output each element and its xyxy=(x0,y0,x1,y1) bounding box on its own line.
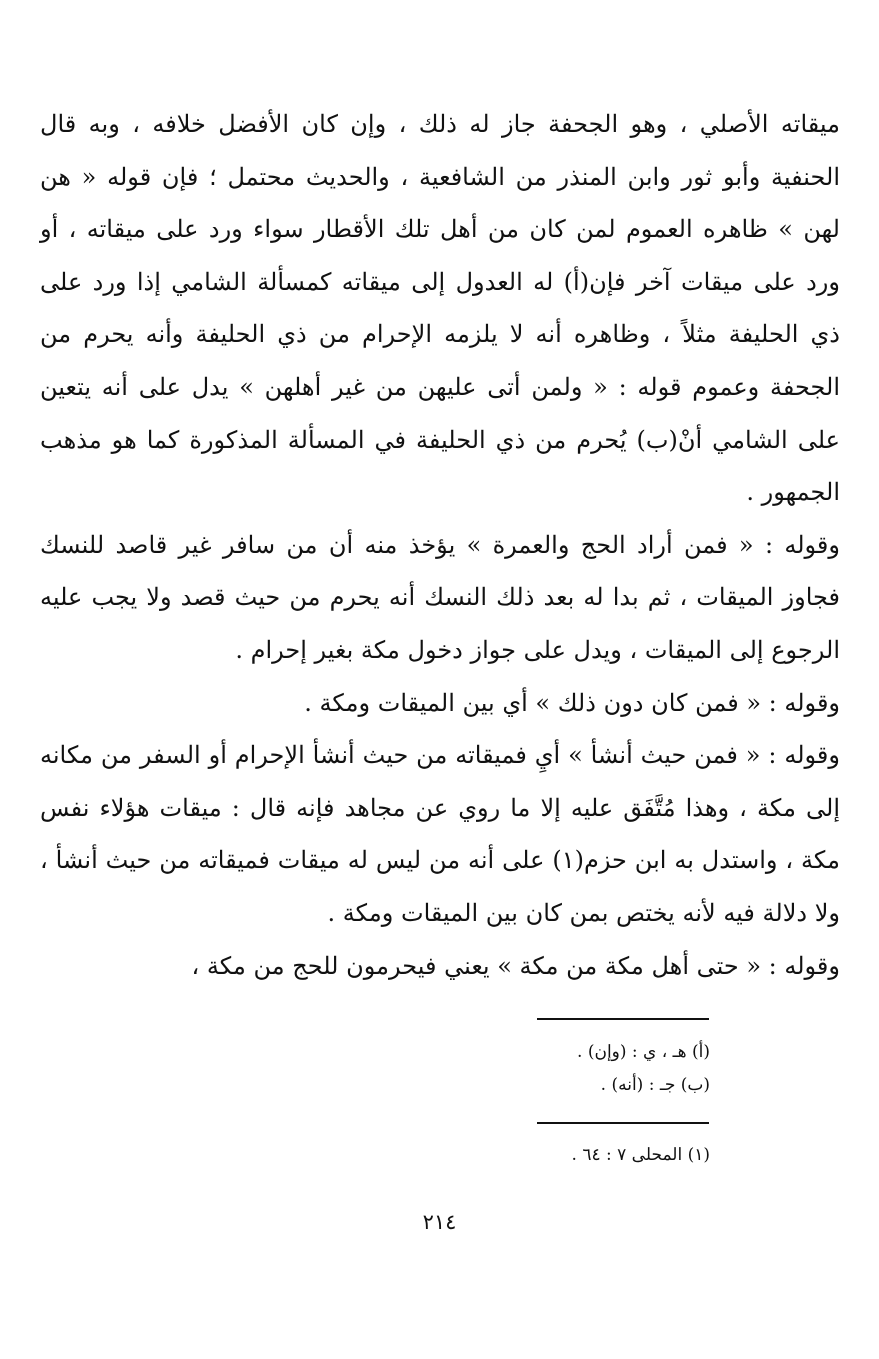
paragraph-haythu-ansha: وقوله : « فمن حيث أنشأ » أيِ فميقاته من حيث أنشأ الإحرام أو السفر من مكانه إلى مكة ، وهذا مُتَّفَق عليه إلا ما روي عن مجاهد فإنه قال : ميقات هؤلاء نفس مكة ، واستدل به ابن حزم(١) على أنه من ليس له ميقات فميقاته من حيث أنشأ ، ولا دلالة فيه لأنه يختص بمن كان بين الميقات ومكة . xyxy=(40,741,841,927)
footnote-divider-references xyxy=(537,1122,709,1124)
footnote-divider-variants xyxy=(537,1018,709,1020)
variant-note-b: (ب) جـ : (أنه) . xyxy=(600,1075,710,1095)
variant-note-a: (أ) هـ ، ي : (وإن) . xyxy=(577,1042,710,1062)
paragraph-ahl-makkah: وقوله : « حتى أهل مكة من مكة » يعني فيحرمون للحج من مكة ، xyxy=(191,951,840,980)
paragraph-hajj-umrah: وقوله : « فمن أراد الحج والعمرة » يؤخذ منه أن من سافر غير قاصد للنسك فجاوز الميقات ، ثم بدا له بعد ذلك النسك أنه يحرم من حيث قصد ولا يجب عليه الرجوع إلى الميقات ، ويدل على جواز دخول مكة بغير إحرام . xyxy=(40,530,840,664)
variant-notes xyxy=(300,1036,710,1102)
paragraph-mawaqit-commentary: ميقاته الأصلي ، وهو الجحفة جاز له ذلك ، وإن كان الأفضل خلافه ، وبه قال الحنفية وأبو ثور وابن المنذر من الشافعية ، والحديث محتمل ؛ فإن قوله « هن لهن » ظاهره العموم لمن كان من أهل تلك الأقطار سواء ورد على ميقاته ، أو ورد على ميقات آخر فإن(أ) له العدول إلى ميقاته كمسألة الشامي إذا ورد على ذي الحليفة مثلاً ، وظاهره أنه لا يلزمه الإحرام من ذي الحليفة وأنه يحرم من الجحفة وعموم قوله : « ولمن أتى عليهن من غير أهلهن » يدل على أنه يتعين على الشامي أنْ(ب) يُحرم من ذي الحليفة في المسألة المذكورة كما هو مذهب الجمهور . xyxy=(40,110,840,507)
page-number: ٢١٤ xyxy=(422,1210,457,1234)
main-text xyxy=(40,98,840,992)
reference-note-1: (١) المحلى ٧ : ٦٤ . xyxy=(571,1145,710,1165)
reference-notes xyxy=(300,1139,710,1172)
paragraph-doona-dhalik: وقوله : « فمن كان دون ذلك » أي بين الميقات ومكة . xyxy=(304,688,840,717)
